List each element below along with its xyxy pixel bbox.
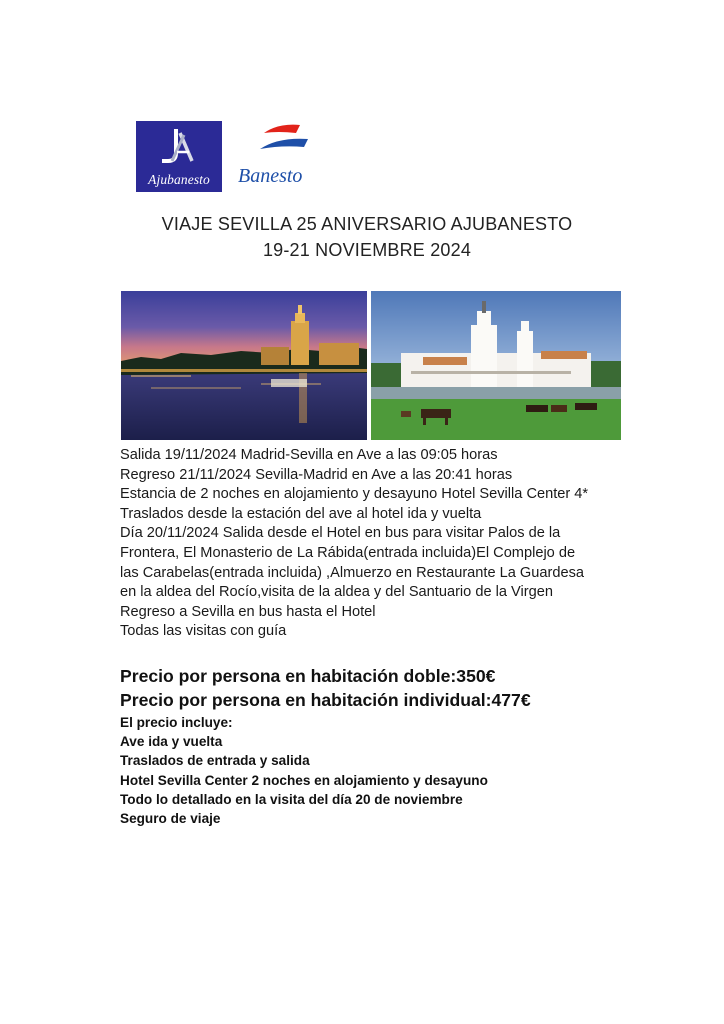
detail-line: las Carabelas(entrada incluida) ,Almuerzo en Restaurante La Guardesa (120, 564, 585, 581)
page-subtitle-dates: 19-21 NOVIEMBRE 2024 (262, 240, 472, 260)
detail-line: Estancia de 2 noches en alojamiento y desayuno Hotel Sevilla Center 4* (120, 486, 589, 503)
price-double-room: Precio por persona en habitación doble:350€ (120, 666, 496, 686)
includes-item: Todo lo detallado en la visita del día 20 de noviembre (120, 791, 463, 807)
includes-item: Seguro de viaje (120, 811, 221, 827)
detail-line: Regreso a Sevilla en bus hasta el Hotel (120, 603, 376, 620)
includes-item: Ave ida y vuelta (120, 734, 223, 750)
detail-line: Traslados desde la estación del ave al hotel ida y vuelta (120, 505, 482, 522)
detail-line: Todas las visitas con guía (120, 623, 287, 640)
banesto-swoosh-icon (250, 121, 310, 161)
detail-line: Día 20/11/2024 Salida desde el Hotel en bus para visitar Palos de la (120, 525, 561, 542)
price-single-room: Precio por persona en habitación individual:477€ (120, 690, 531, 710)
includes-item: Hotel Sevilla Center 2 noches en alojamiento y desayuno (120, 772, 488, 788)
banesto-logo (236, 121, 322, 193)
el-rocio-photo (371, 291, 621, 440)
price-includes-list (120, 713, 680, 828)
trip-details (120, 446, 680, 642)
ajubanesto-wordmark: Ajubanesto (148, 172, 210, 187)
sevilla-night-photo (121, 291, 367, 440)
detail-line: Regreso 21/11/2024 Sevilla-Madrid en Ave a las 20:41 horas (120, 466, 513, 483)
detail-line: Salida 19/11/2024 Madrid-Sevilla en Ave a las 09:05 horas (120, 447, 498, 463)
ajubanesto-monogram-icon (136, 121, 222, 173)
includes-heading: El precio incluye: (120, 715, 233, 730)
detail-line: en la aldea del Rocío,visita de la aldea y del Santuario de la Virgen (120, 584, 553, 601)
ajubanesto-logo (136, 121, 222, 192)
page-title: VIAJE SEVILLA 25 ANIVERSARIO AJUBANESTO (161, 214, 573, 234)
includes-item: Traslados de entrada y salida (120, 753, 310, 769)
detail-line: Frontera, El Monasterio de La Rábida(entrada incluida)El Complejo de (120, 544, 576, 561)
banesto-wordmark: Banesto (238, 165, 303, 187)
